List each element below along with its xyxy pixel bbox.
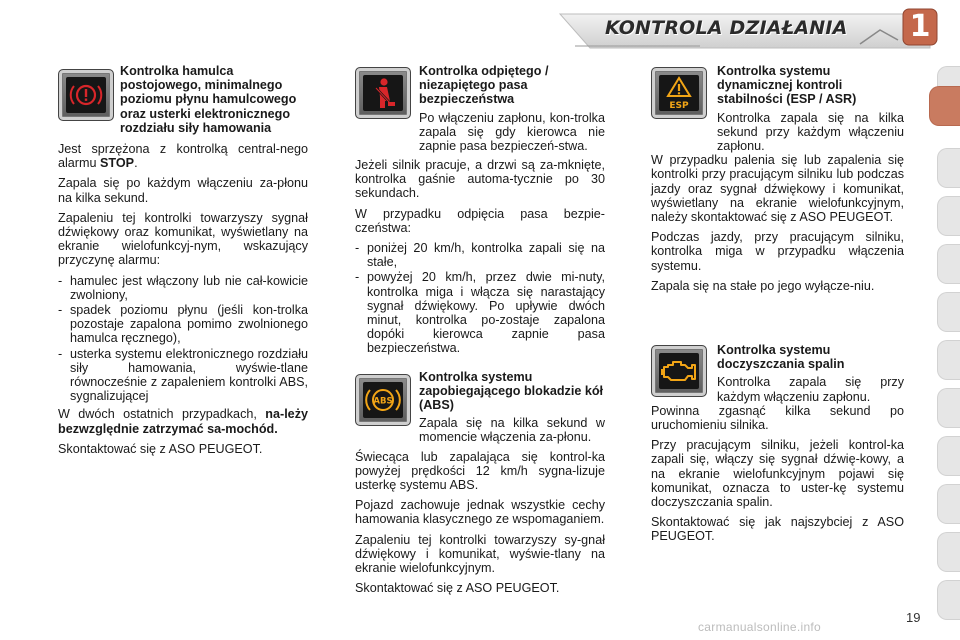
paragraph: Przy pracującym silniku, jeżeli kontrol-ka zapali się, włączy się sygnał dźwię-kowy, a na ekranie wielofunkcyjnym pojawi się komunikat, oznacza to uster-kę systemu doczyszczania spalin. xyxy=(651,438,904,510)
paragraph: Pojazd zachowuje jednak wszystkie cechy hamowania klasycznego ze wspomaganiem. xyxy=(355,498,605,527)
chapter-tab[interactable] xyxy=(937,484,960,524)
paragraph: Zapala się po każdym włączeniu za-płonu na kilka sekund. xyxy=(58,176,308,205)
engine-entry xyxy=(651,343,904,404)
engine-icon xyxy=(651,345,707,397)
bullet-list xyxy=(355,241,605,356)
engine-description: Kontrolka zapala się przy każdym włączeniu zapłonu. xyxy=(717,375,904,404)
list-item: - spadek poziomu płynu (jeśli kon-trolka pozostaje zapalona pomimo zwolnionego hamulca ręcznego), xyxy=(58,303,308,346)
column-1 xyxy=(58,64,308,462)
list-item: - hamulec jest włączony lub nie cał-kowicie zwolniony, xyxy=(58,274,308,302)
abs-icon xyxy=(355,374,411,426)
list-item: - poniżej 20 km/h, kontrolka zapali się na stałe, xyxy=(355,241,605,269)
chapter-number: 1 xyxy=(909,9,931,44)
chapter-tab[interactable] xyxy=(937,388,960,428)
list-item: - powyżej 20 km/h, przez dwie mi-nuty, kontrolka miga i włącza się narastający sygnał dźwiękowy. Po upływie dwóch minut, kontrolka po-zostaje zapalona dopóki kierowca zapnie pasa bezpieczeństwa. xyxy=(355,270,605,355)
chapter-tab[interactable] xyxy=(937,292,960,332)
paragraph: Zapaleniu tej kontrolki towarzyszy sygnał dźwiękowy oraz komunikat, wyświetlany na ekranie wielofunkcyj-nym, wskazujący przyczynę alarmu: xyxy=(58,210,308,268)
engine-title: Kontrolka systemu doczyszczania spalin xyxy=(717,343,845,372)
abs-entry xyxy=(355,370,605,450)
esp-icon xyxy=(651,67,707,119)
paragraph: Skontaktować się jak najszybciej z ASO PEUGEOT. xyxy=(651,515,904,544)
chapter-tab[interactable] xyxy=(937,340,960,380)
seatbelt-icon xyxy=(355,67,411,119)
chapter-tab[interactable] xyxy=(937,244,960,284)
esp-description: Kontrolka zapala się na kilka sekund przy każdym włączeniu zapłonu. xyxy=(717,110,904,154)
chapter-tab[interactable] xyxy=(937,436,960,476)
seatbelt-entry xyxy=(355,64,605,158)
seatbelt-description: Po włączeniu zapłonu, kon-trolka zapala się gdy kierowca nie zapnie pasa bezpieczeń-stwa. xyxy=(419,110,605,154)
svg-text:ABS: ABS xyxy=(373,396,393,407)
abs-description: Zapala się na kilka sekund w momencie włączenia za-płonu. xyxy=(419,416,605,445)
column-2 xyxy=(355,64,605,601)
paragraph: W przypadku palenia się lub zapalenia się kontrolki przy pracującym silniku lub podczas jazdy oraz sygnał dźwiękowy i komunikat, wyświetlany na ekranie wielofunkcyjnym, należy skontaktować się z ASO PEUGEOT. xyxy=(651,153,904,225)
page-number: 19 xyxy=(906,610,921,625)
abs-title: Kontrolka systemu zapobiegającego blokadzie kół (ABS) xyxy=(419,369,604,413)
paragraph: Powinna zgasnąć kilka sekund po uruchomieniu silnika. xyxy=(651,403,904,433)
chapter-tabs xyxy=(930,66,960,636)
paragraph: Zapala się na stałe po jego wyłącze-niu. xyxy=(651,278,875,293)
svg-text:ESP: ESP xyxy=(669,101,689,111)
paragraph: Jest sprzężona z kontrolką central-nego alarmu STOP. xyxy=(58,142,308,171)
paragraph: Świecąca lub zapalająca się kontrol-ka powyżej prędkości 12 km/h sygna-lizuje usterkę systemu ABS. xyxy=(355,449,605,493)
bullet-list xyxy=(58,274,308,404)
chapter-tab-active[interactable] xyxy=(929,86,960,126)
paragraph: W przypadku odpięcia pasa bezpie-czeństwa: xyxy=(355,206,605,235)
brake-warning-icon xyxy=(58,69,114,121)
chapter-tab[interactable] xyxy=(937,580,960,620)
seatbelt-title: Kontrolka odpiętego / niezapiętego pasa bezpieczeństwa xyxy=(419,64,549,107)
chapter-tab[interactable] xyxy=(937,148,960,188)
esp-title: Kontrolka systemu dynamicznej kontroli stabilności (ESP / ASR) xyxy=(717,64,857,107)
column-3 xyxy=(651,64,904,550)
brake-warning-title: Kontrolka hamulca postojowego, minimalnego poziomu płynu hamulcowego oraz usterki elektronicznego rozdziału siły hamowania xyxy=(120,64,297,135)
paragraph: W dwóch ostatnich przypadkach, na-leży bezwzględnie zatrzymać sa-mochód. xyxy=(58,407,308,436)
chapter-tab[interactable] xyxy=(937,532,960,572)
paragraph: Jeżeli silnik pracuje, a drzwi są za-mknięte, kontrolka gaśnie automa-tycznie po 30 sekundach. xyxy=(355,158,605,201)
watermark: carmanualsonline.info xyxy=(698,620,822,634)
paragraph: Podczas jazdy, przy pracującym silniku, kontrolka miga w przypadku włączenia systemu. xyxy=(651,230,904,273)
paragraph: Skontaktować się z ASO PEUGEOT. xyxy=(58,441,263,456)
brake-warning-entry xyxy=(58,64,308,142)
page-title: KONTROLA DZIAŁANIA xyxy=(605,17,848,39)
paragraph: Skontaktować się z ASO PEUGEOT. xyxy=(355,581,560,596)
esp-entry xyxy=(651,64,904,153)
paragraph: Zapaleniu tej kontrolki towarzyszy sy-gnał dźwiękowy i komunikat, wyświe-tlany na ekranie wielofunkcyjnym. xyxy=(355,532,605,576)
list-item: - usterka systemu elektronicznego rozdziału siły hamowania, wyświe-tlane równocześnie z zapaleniem kontrolki ABS, sygnalizującej xyxy=(58,347,308,404)
chapter-tab[interactable] xyxy=(937,196,960,236)
